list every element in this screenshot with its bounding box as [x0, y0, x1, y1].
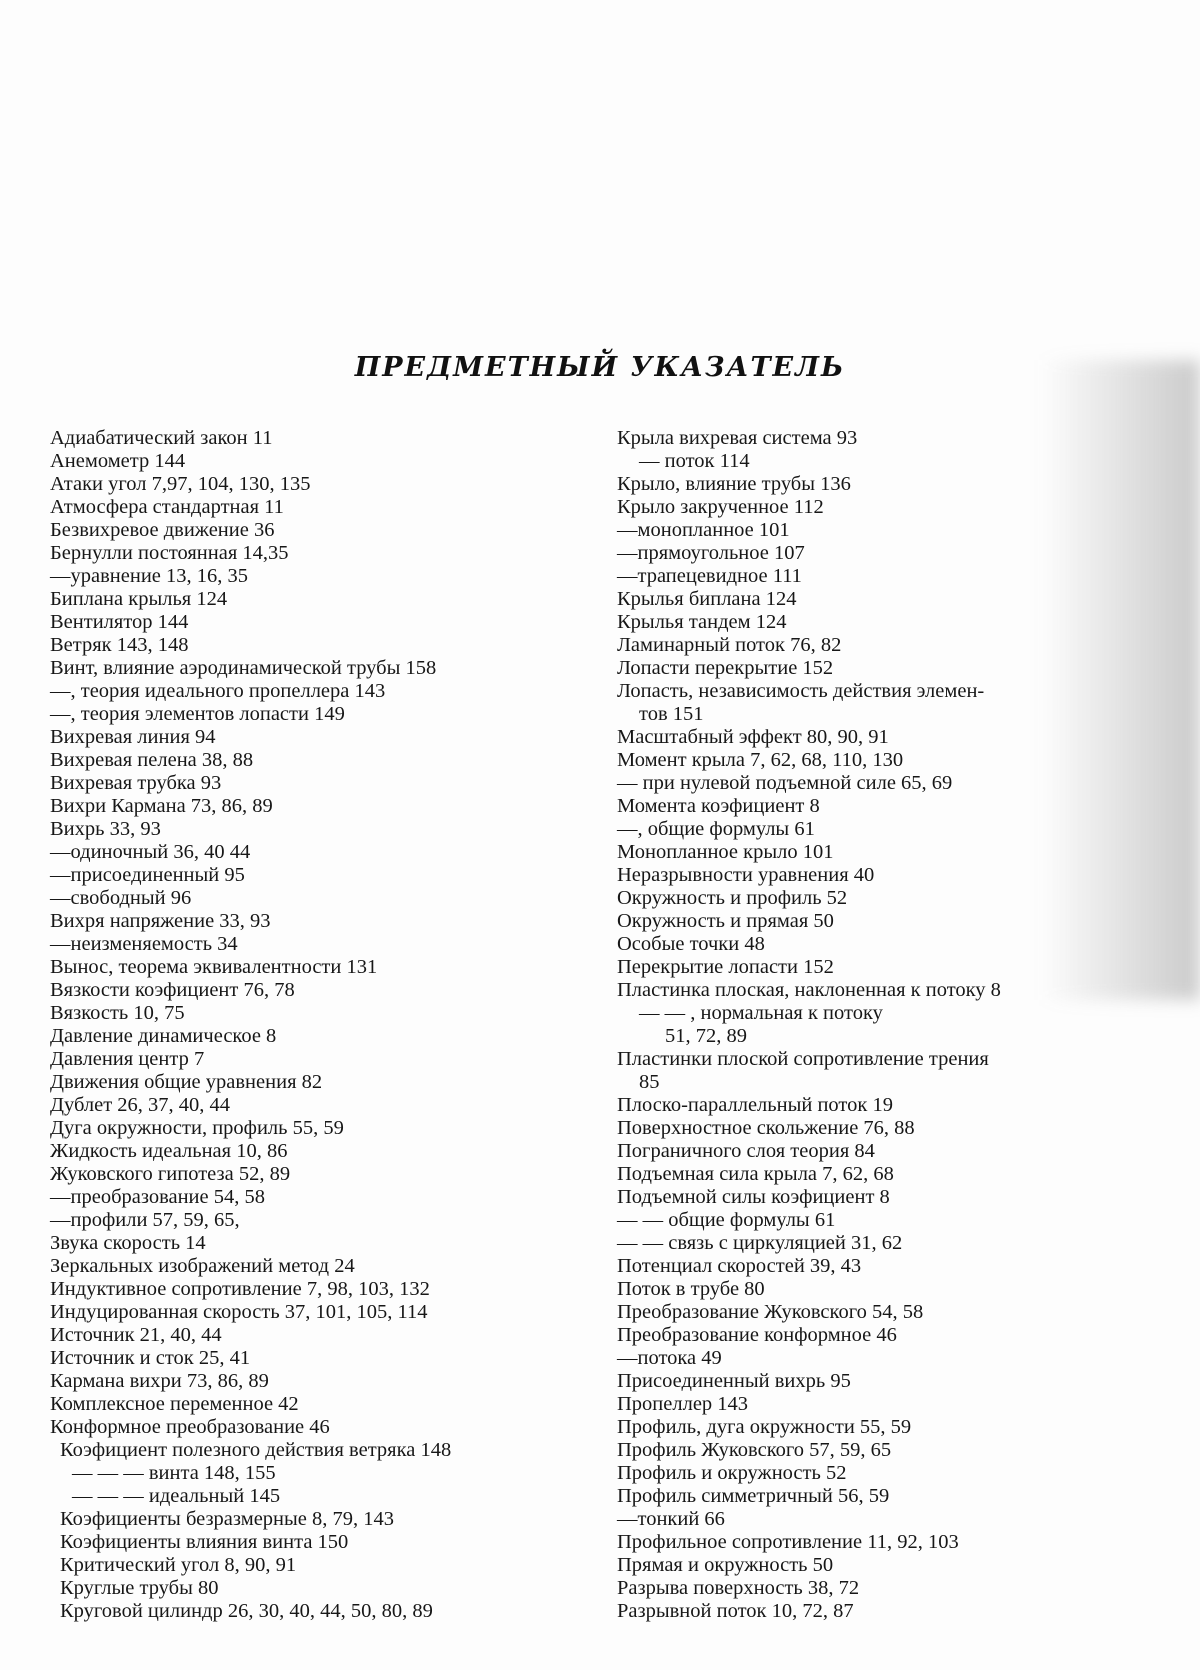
index-entry: —одиночный 36, 40 44	[50, 841, 251, 863]
index-entry: Зеркальных изображений метод 24	[50, 1255, 355, 1277]
index-entry: Плоско-параллельный поток 19	[617, 1094, 893, 1116]
index-entry: Крылья биплана 124	[617, 588, 797, 610]
index-entry: Профиль, дуга окружности 55, 59	[617, 1416, 912, 1438]
index-entry: Разрыва поверхность 38, 72	[617, 1577, 860, 1599]
index-entry: Жуковского гипотеза 52, 89	[50, 1163, 291, 1185]
index-entry: Неразрывности уравнения 40	[617, 864, 875, 886]
index-entry: Коэфициенты безразмерные 8, 79, 143	[60, 1508, 395, 1530]
index-entry: — — связь с циркуляцией 31, 62	[617, 1232, 903, 1254]
index-entry: Присоединенный вихрь 95	[617, 1370, 851, 1392]
index-entry: Круглые трубы 80	[60, 1577, 219, 1599]
index-entry: —, общие формулы 61	[617, 818, 815, 840]
index-column-left	[50, 427, 585, 1623]
index-entry: Лопасть, независимость действия элемен-	[617, 680, 985, 702]
index-entry: Ветряк 143, 148	[50, 634, 189, 656]
index-entry: Вентилятор 144	[50, 611, 189, 633]
index-entry: —, теория идеального пропеллера 143	[50, 680, 386, 702]
index-entry: Крыла вихревая система 93	[617, 427, 858, 449]
index-entry: Пластинки плоской сопротивление трения	[617, 1048, 989, 1070]
index-entry: Вязкость 10, 75	[50, 1002, 185, 1024]
index-entry: Подъемная сила крыла 7, 62, 68	[617, 1163, 894, 1185]
index-entry: Момента коэфициент 8	[617, 795, 820, 817]
index-entry: Профильное сопротивление 11, 92, 103	[617, 1531, 959, 1553]
index-entry: —, теория элементов лопасти 149	[50, 703, 345, 725]
index-entry: Атмосфера стандартная 11	[50, 496, 284, 518]
index-entry: — при нулевой подъемной силе 65, 69	[617, 772, 953, 794]
index-entry: Жидкость идеальная 10, 86	[50, 1140, 288, 1162]
index-entry: Пропеллер 143	[617, 1393, 749, 1415]
index-entry: Атаки угол 7,97, 104, 130, 135	[50, 473, 311, 495]
index-entry: —потока 49	[617, 1347, 722, 1369]
index-entry: Окружность и прямая 50	[617, 910, 834, 932]
index-entry: Давления центр 7	[50, 1048, 205, 1070]
index-entry: — — , нормальная к потоку	[639, 1002, 883, 1024]
index-entry: — — — идеальный 145	[72, 1485, 281, 1507]
index-entry: Бернулли постоянная 14,35	[50, 542, 289, 564]
index-entry: —свободный 96	[50, 887, 192, 909]
index-entry: Коэфициенты влияния винта 150	[60, 1531, 349, 1553]
index-entry: Потенциал скоростей 39, 43	[617, 1255, 862, 1277]
index-entry: Критический угол 8, 90, 91	[60, 1554, 297, 1576]
index-entry: Адиабатический закон 11	[50, 427, 273, 449]
index-entry: Движения общие уравнения 82	[50, 1071, 323, 1093]
index-entry: Винт, влияние аэродинамической трубы 158	[50, 657, 437, 679]
index-entry: 51, 72, 89	[665, 1025, 747, 1047]
index-entry: Особые точки 48	[617, 933, 765, 955]
index-entry: Пограничного слоя теория 84	[617, 1140, 875, 1162]
index-entry: Индуктивное сопротивление 7, 98, 103, 132	[50, 1278, 430, 1300]
index-entry: Вихревая пелена 38, 88	[50, 749, 254, 771]
index-entry: Источник и сток 25, 41	[50, 1347, 251, 1369]
index-entry: Конформное преобразование 46	[50, 1416, 330, 1438]
index-entry: Подъемной силы коэфициент 8	[617, 1186, 890, 1208]
index-entry: Монопланное крыло 101	[617, 841, 834, 863]
index-entry: Вынос, теорема эквивалентности 131	[50, 956, 378, 978]
index-entry: Профиль и окружность 52	[617, 1462, 847, 1484]
index-entry: —тонкий 66	[617, 1508, 725, 1530]
index-entry: Вихря напряжение 33, 93	[50, 910, 271, 932]
index-entry: —прямоугольное 107	[617, 542, 805, 564]
index-entry: Разрывной поток 10, 72, 87	[617, 1600, 854, 1622]
index-column-right	[617, 427, 1122, 1623]
index-entry: Вихревая линия 94	[50, 726, 216, 748]
index-entry: Биплана крылья 124	[50, 588, 228, 610]
index-entry: Крыло, влияние трубы 136	[617, 473, 851, 495]
index-entry: тов 151	[639, 703, 704, 725]
index-entry: Вихри Кармана 73, 86, 89	[50, 795, 273, 817]
index-entry: —преобразование 54, 58	[50, 1186, 265, 1208]
index-entry: Прямая и окружность 50	[617, 1554, 834, 1576]
index-entry: Перекрытие лопасти 152	[617, 956, 834, 978]
index-entry: Момент крыла 7, 62, 68, 110, 130	[617, 749, 904, 771]
index-entry: Окружность и профиль 52	[617, 887, 848, 909]
index-entry: Пластинка плоская, наклоненная к потоку 8	[617, 979, 1001, 1001]
index-entry: —профили 57, 59, 65,	[50, 1209, 240, 1231]
index-entry: Преобразование конформное 46	[617, 1324, 897, 1346]
index-entry: Масштабный эффект 80, 90, 91	[617, 726, 889, 748]
index-entry: Поверхностное скольжение 76, 88	[617, 1117, 915, 1139]
index-entry: Дуга окружности, профиль 55, 59	[50, 1117, 344, 1139]
index-entry: Коэфициент полезного действия ветряка 148	[60, 1439, 452, 1461]
index-entry: Источник 21, 40, 44	[50, 1324, 222, 1346]
index-entry: Кармана вихри 73, 86, 89	[50, 1370, 269, 1392]
index-entry: Звука скорость 14	[50, 1232, 206, 1254]
index-entry: Вихрь 33, 93	[50, 818, 161, 840]
index-entry: —монопланное 101	[617, 519, 790, 541]
index-entry: 85	[639, 1071, 660, 1093]
index-entry: Давление динамическое 8	[50, 1025, 277, 1047]
index-entry: —присоединенный 95	[50, 864, 245, 886]
index-entry: Комплексное переменное 42	[50, 1393, 299, 1415]
index-entry: Безвихревое движение 36	[50, 519, 275, 541]
index-entry: Крылья тандем 124	[617, 611, 787, 633]
index-entry: — поток 114	[639, 450, 750, 472]
index-entry: Ламинарный поток 76, 82	[617, 634, 842, 656]
index-entry: Дублет 26, 37, 40, 44	[50, 1094, 231, 1116]
index-entry: Преобразование Жуковского 54, 58	[617, 1301, 924, 1323]
index-entry: Вихревая трубка 93	[50, 772, 222, 794]
index-entry: Круговой цилиндр 26, 30, 40, 44, 50, 80, 89	[60, 1600, 433, 1622]
index-entry: —неизменяемость 34	[50, 933, 238, 955]
index-entry: Вязкости коэфициент 76, 78	[50, 979, 295, 1001]
index-entry: — — общие формулы 61	[617, 1209, 836, 1231]
index-entry: Лопасти перекрытие 152	[617, 657, 834, 679]
index-entry: —уравнение 13, 16, 35	[50, 565, 249, 587]
index-entry: —трапецевидное 111	[617, 565, 802, 587]
index-entry: Анемометр 144	[50, 450, 186, 472]
index-entry: — — — винта 148, 155	[72, 1462, 276, 1484]
index-entry: Поток в трубе 80	[617, 1278, 765, 1300]
index-entry: Профиль Жуковского 57, 59, 65	[617, 1439, 892, 1461]
index-entry: Крыло закрученное 112	[617, 496, 824, 518]
page-title: ПРЕДМЕТНЫЙ УКАЗАТЕЛЬ	[354, 352, 846, 383]
index-entry: Профиль симметричный 56, 59	[617, 1485, 890, 1507]
index-entry: Индуцированная скорость 37, 101, 105, 114	[50, 1301, 428, 1323]
